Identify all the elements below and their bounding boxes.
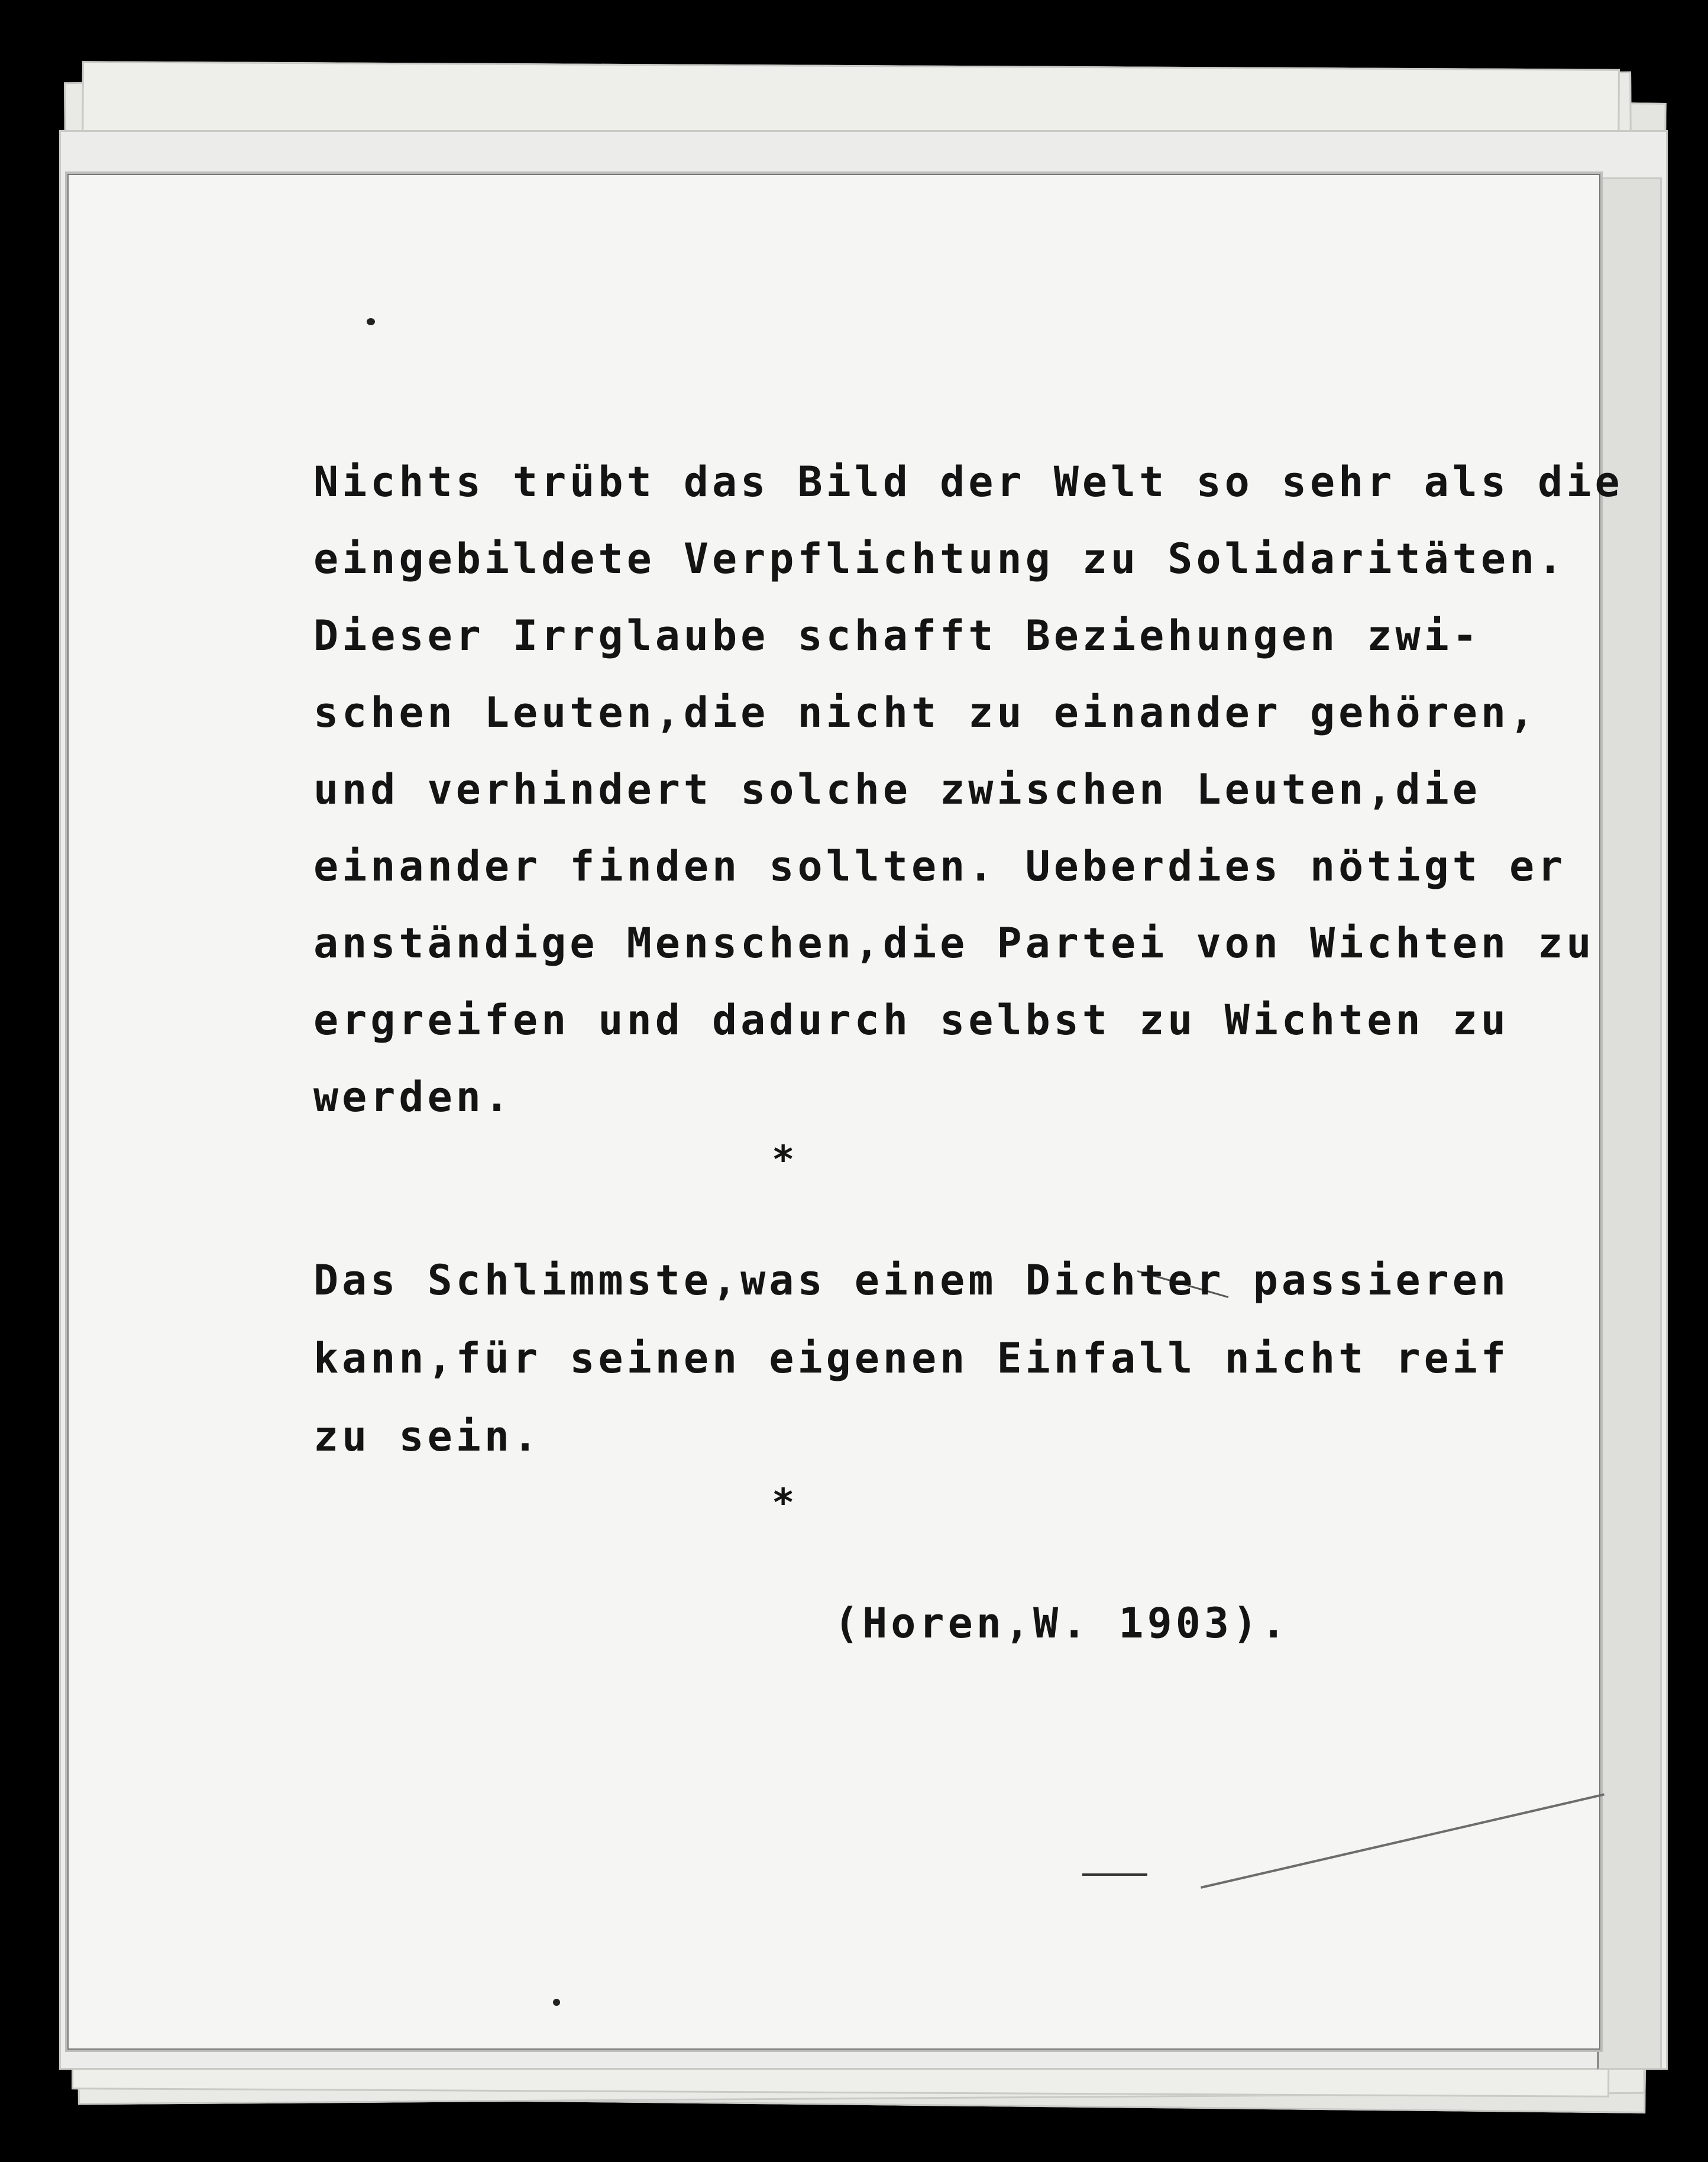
ink-speck — [553, 1999, 560, 2006]
pen-mark — [1082, 1873, 1147, 1876]
text-line: einander finden sollten. Ueberdies nötigt er — [313, 842, 1567, 891]
text-line: Nichts trübt das Bild der Welt so sehr als die — [313, 458, 1623, 506]
paragraph-2 — [313, 1256, 1510, 1494]
paragraph-1 — [313, 458, 1623, 1153]
text-line: Das Schlimmste,was einem Dichter passieren — [313, 1256, 1510, 1305]
text-line: eingebildete Verpflichtung zu Solidaritäten. — [313, 535, 1567, 583]
text-line: werden. — [313, 1073, 513, 1121]
text-line: kann,für seinen eigenen Einfall nicht reif — [313, 1334, 1510, 1383]
ink-speck — [367, 318, 375, 325]
text-line: und verhindert solche zwischen Leuten,die — [313, 765, 1481, 814]
text-line: zu sein. — [313, 1412, 542, 1461]
section-separator: * — [772, 1481, 798, 1525]
text-line: ergreifen und dadurch selbst zu Wichten zu — [313, 996, 1510, 1044]
text-line: Dieser Irrglaube schafft Beziehungen zwi- — [313, 611, 1481, 660]
section-separator: * — [772, 1138, 798, 1182]
text-line: schen Leuten,die nicht zu einander gehören, — [313, 688, 1538, 737]
source-citation: (Horen,W. 1903). — [834, 1599, 1290, 1648]
text-line: anständige Menschen,die Partei von Wichten zu — [313, 919, 1595, 967]
